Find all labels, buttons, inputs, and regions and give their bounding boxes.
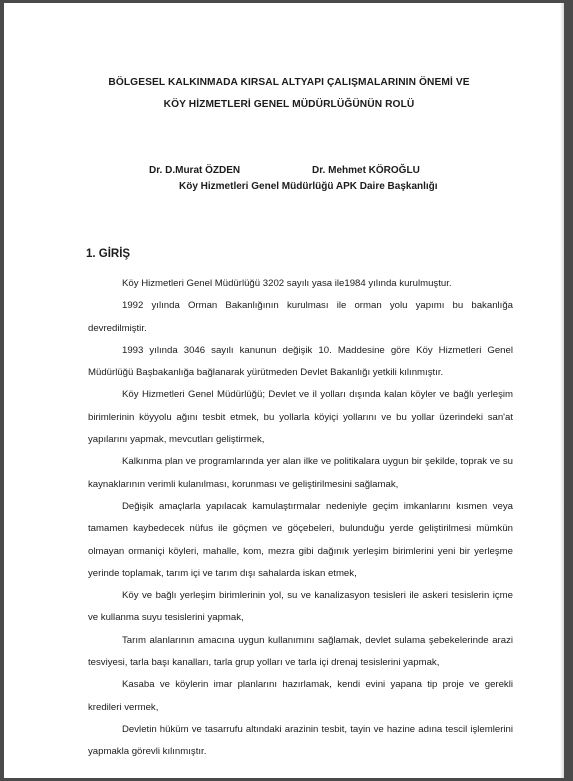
paragraph: Köy Hizmetleri Genel Müdürlüğü 3202 sayılı yasa ile1984 yılında kurulmuştur. [122, 278, 452, 289]
paragraph: Köy Hizmetleri Genel Müdürlüğü; Devlet ve il yolları dışında kalan köyler ve bağlı yerleşim birimlerinin köyyolu ağını tesbit etmek, bu yollarla köyiçi yollarını ve bu yollar üzerindeki san'at yapılarını yapmak, mevcutları geliştirmek, [88, 389, 513, 446]
paragraph: Kasaba ve köylerin imar planlarını hazırlamak, kendi evini yapana tip proje ve gerekli kredileri vermek, [88, 679, 513, 713]
document-body [88, 271, 513, 764]
author-2: Dr. Mehmet KÖROĞLU [312, 165, 420, 176]
section-heading: 1. GİRİŞ [86, 248, 131, 260]
paragraph: Devletin hüküm ve tasarrufu altındaki arazinin tesbit, tayin ve hazine adına tescil işlemlerini yapmakla görevli kılınmıştır. [88, 723, 513, 758]
author-affiliation: Köy Hizmetleri Genel Müdürlüğü APK Daire Başkanlığı [179, 181, 438, 192]
paragraph: Değişik amaçlarla yapılacak kamulaştırmalar nedeniyle geçim imkanlarını kısmen veya tamamen kaybedecek nüfus ile göçmen ve göçebeleri, bulunduğu yerde geliştirilmesi mümkün olmayan ormaniçi köyleri, mahalle, kom, mezra gibi dağınık yerleşim birimlerini yeni bir yerleşme yerinde toplamak, tarım içi ve tarım dışı sahalarda iskan etmek, [88, 500, 513, 579]
author-1: Dr. D.Murat ÖZDEN [149, 165, 241, 176]
paragraph: Kalkınma plan ve programlarında yer alan ilke ve politikalara uygun bir şekilde, toprak ve su kaynaklarının verimli kulanılması, korunması ve geliştirilmesini sağlamak, [88, 456, 513, 490]
document-title-line-2: KÖY HİZMETLERİ GENEL MÜDÜRLÜĞÜNÜN ROLÜ [163, 99, 415, 110]
paragraph: 1992 yılında Orman Bakanlığının kurulması ile orman yolu yapımı bu bakanlığa devredilmiştir. [88, 300, 513, 334]
paragraph: 1993 yılında 3046 sayılı kanunun değişik 10. Maddesine göre Köy Hizmetleri Genel Müdürlüğü Başbakanlığa bağlanarak yürütmeden Devlet Bakanlığı yetkili kılınmıştır. [88, 344, 513, 379]
document-title-line-1: BÖLGESEL KALKINMADA KIRSAL ALTYAPI ÇALIŞMALARININ ÖNEMİ VE [108, 77, 470, 88]
document-page [4, 3, 564, 778]
paragraph: Köy ve bağlı yerleşim birimlerinin yol, su ve kanalizasyon tesisleri ile askeri tesislerin içme ve kullanma suyu tesislerini yapmak, [88, 590, 513, 624]
paragraph: Tarım alanlarının amacına uygun kullanımını sağlamak, devlet sulama şebekelerinde arazi tesviyesi, tarla başı kanalları, tarla grup yolları ve tarla içi drenaj tesislerini yapmak, [88, 634, 513, 669]
